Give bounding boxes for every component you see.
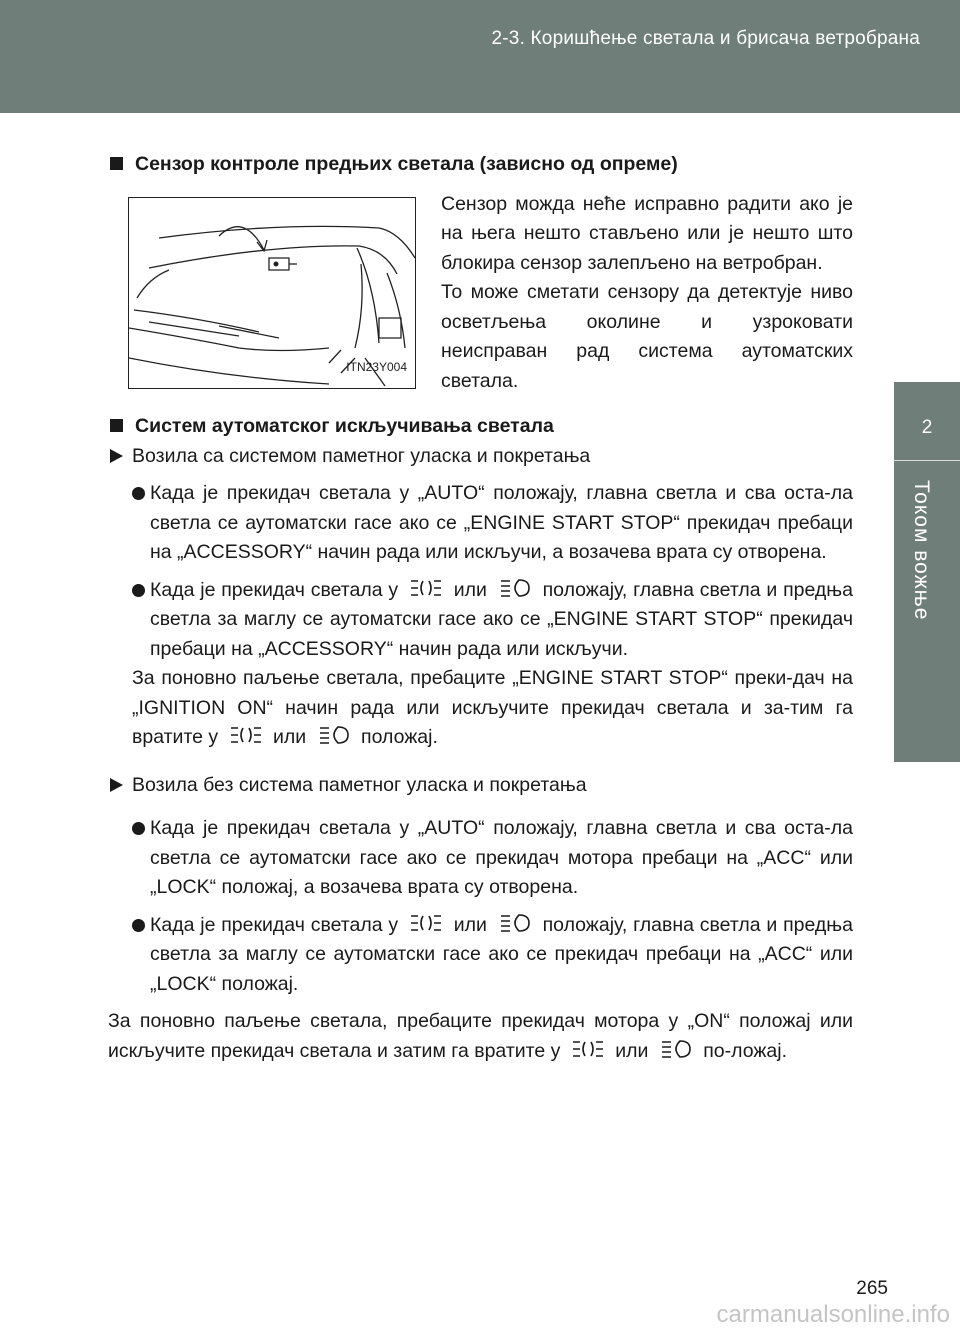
subsection-smart-entry — [108, 442, 853, 472]
tail-light-icon — [570, 1038, 606, 1060]
list-item-text: Када је прекидач светала у „AUTO“ положају, главна светла и сва оста-ла светла се аутоматски гасе ако се „ENGINE START STOP“ прекидач пребаци на „ACCESSORY“ начин рада или искључи, а возачева врата су отворена. — [150, 482, 853, 563]
triangle-bullet-icon — [110, 449, 123, 463]
page-number: 265 — [856, 1278, 888, 1299]
side-tab-label: Током вожње — [910, 480, 933, 621]
tail-light-icon — [408, 577, 444, 599]
sensor-warning-text: Сензор можда неће исправно радити ако је на њега нешто стављено или је нешто што блокира сензор залепљено на ветробран. — [441, 192, 853, 274]
section-heading — [108, 150, 853, 180]
list-item — [132, 479, 853, 568]
side-tab-number: 2 — [921, 417, 933, 438]
windshield-sensor-figure — [128, 197, 416, 389]
sensor-description — [441, 190, 853, 397]
restore-instructions: За поновно паљење светала, пребаците прекидач мотора у „ON“ положај или искључите прекидач светала и затим га вратите у или по-ложај. — [108, 1010, 853, 1062]
section-heading-text: Сензор контроле предњих светала (зависно од опреме) — [135, 153, 678, 175]
dot-bullet-icon — [132, 919, 145, 932]
dot-bullet-icon — [132, 487, 145, 500]
subsection-label: Возила без система паметног уласка и покретања — [132, 773, 587, 796]
side-tab — [894, 382, 960, 762]
section-heading-text: Систем аутоматског искључивања светала — [135, 415, 554, 437]
list-item-text: Када је прекидач светала у или положају, главна светла и предња светла за маглу се аутоматски гасе ако се прекидач пребаци на „ACC“ или „LOCK“ положај. — [150, 913, 853, 995]
dot-bullet-icon — [132, 584, 145, 597]
sensor-dot — [274, 261, 279, 266]
list-item — [132, 911, 853, 1000]
list-item-text: Када је прекидач светала у или положају, главна светла и предња светла за маглу се аутоматски гасе ако се „ENGINE START STOP“ прекидач пребаци на „ACCESSORY“ начин рада или искључи. — [150, 578, 853, 660]
headlight-icon — [497, 577, 533, 599]
sensor-effect-text: То може сметати сензору да детектује ниво осветљења околине и узроковати неисправан рад система аутоматских светала. — [441, 281, 853, 392]
subsection-no-smart-entry — [108, 771, 853, 801]
chapter-title: 2-3. Коришћење светала и брисача ветробрана — [491, 28, 920, 49]
figure-code: ITN23Y004 — [346, 360, 407, 374]
dot-bullet-icon — [132, 822, 145, 835]
square-bullet-icon — [110, 419, 123, 432]
side-tab-divider — [894, 460, 960, 461]
section-heading-auto-off — [108, 412, 853, 442]
tail-light-icon — [408, 912, 444, 934]
watermark: carmanualsonline.info — [716, 1301, 950, 1328]
header-bar — [0, 0, 960, 113]
list-item — [132, 576, 853, 665]
headlight-icon — [658, 1038, 694, 1060]
sensor-intro — [108, 190, 853, 397]
list-item — [132, 814, 853, 903]
tail-light-icon — [228, 724, 264, 746]
square-bullet-icon — [110, 157, 123, 170]
headlight-icon — [316, 724, 352, 746]
list-item-text: Када је прекидач светала у „AUTO“ положају, главна светла и сва оста-ла светла се аутоматски гасе ако се прекидач мотора пребаци на „ACC“ или „LOCK“ положај, а возачева врата су отворена. — [150, 817, 853, 898]
triangle-bullet-icon — [110, 778, 123, 792]
headlight-icon — [497, 912, 533, 934]
restore-instructions: За поновно паљење светала, пребаците „ENGINE START STOP“ преки-дач на „IGNITION ON“ начин рада или искључите прекидач светала и за-тим га вратите у или положај. — [132, 667, 853, 748]
page-content — [108, 150, 853, 1066]
subsection-label: Возила са системом паметног уласка и покретања — [132, 444, 591, 467]
